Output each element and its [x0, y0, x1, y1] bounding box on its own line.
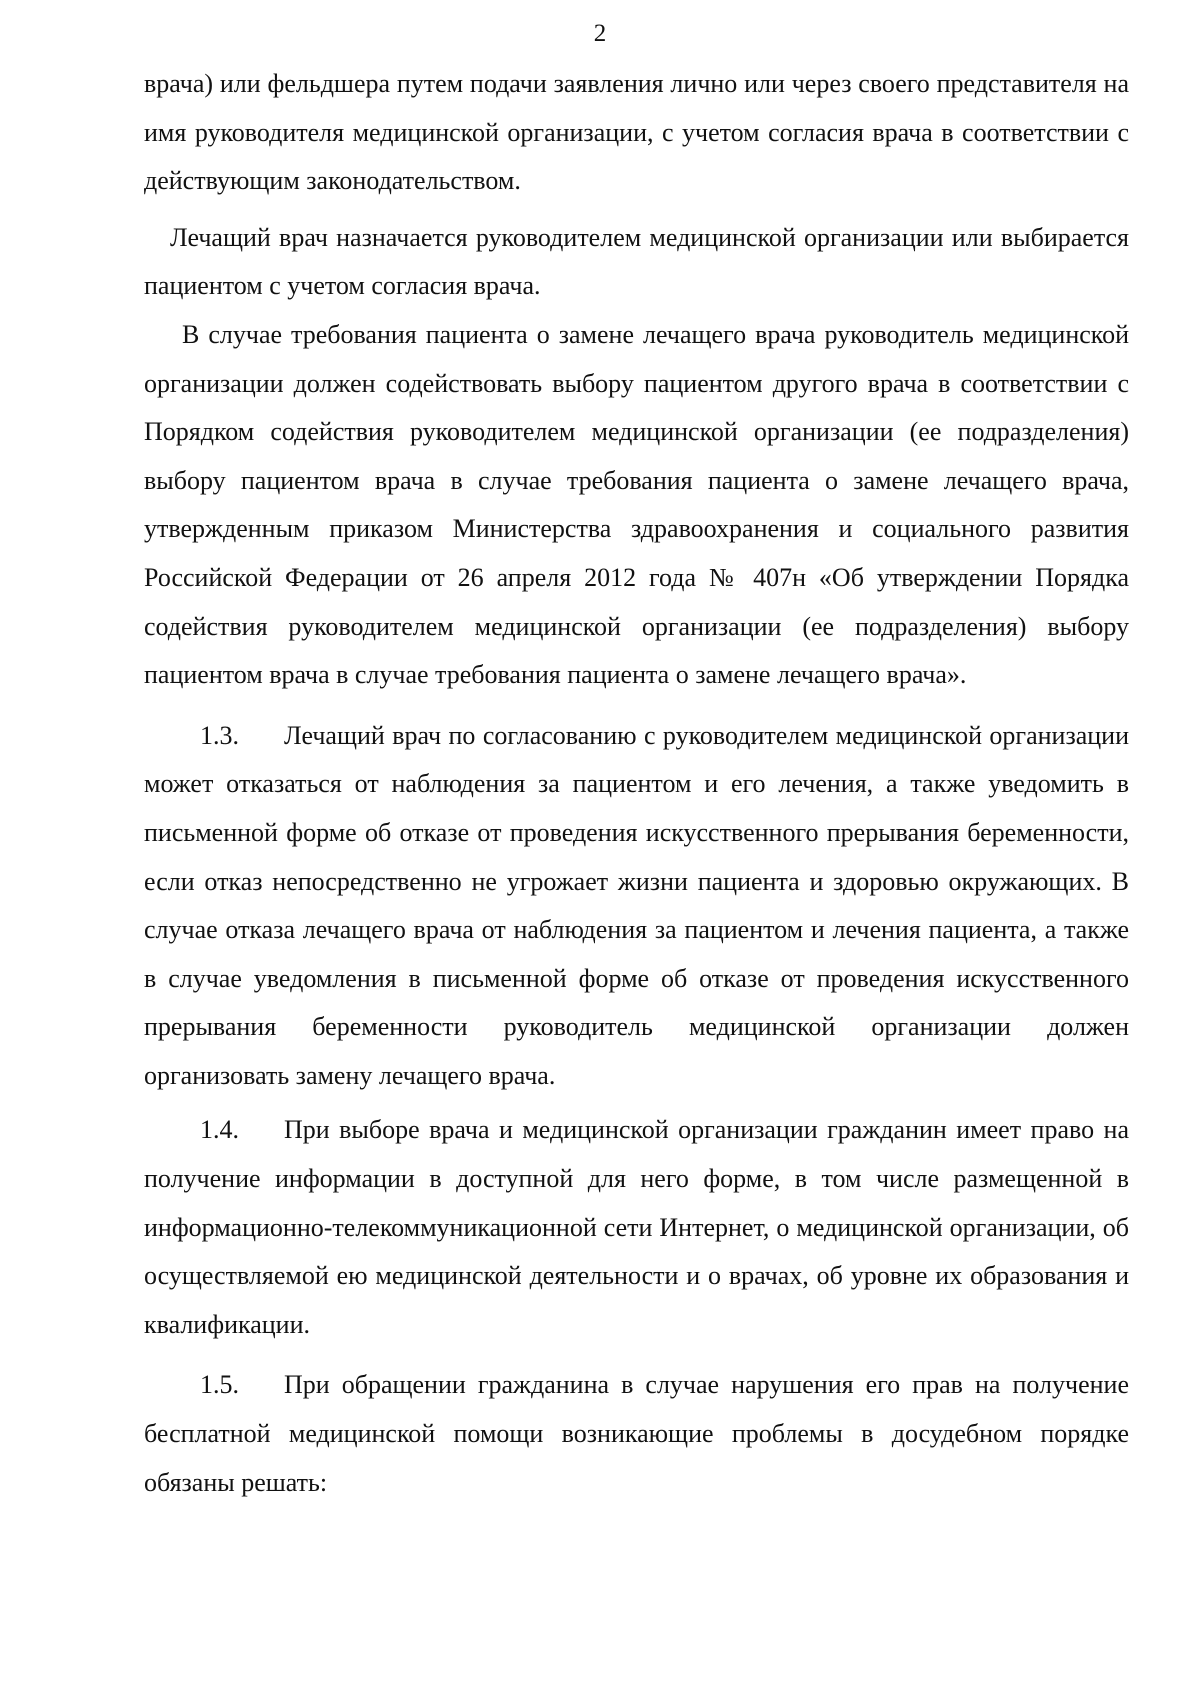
paragraph-number: 1.5. — [200, 1370, 239, 1400]
paragraph-1-3 — [144, 712, 1129, 1101]
paragraph-continuation: врача) или фельдшера путем подачи заявления лично или через своего представителя на имя руководителя медицинской организации, с учетом согласия врача в соответствии с действующим законодательством. — [144, 69, 1129, 196]
paragraph-text: Лечащий врач по согласованию с руководителем медицинской организации может отказаться от наблюдения за пациентом и его лечения, а также уведомить в письменной форме об отказе от проведения искусственного прерывания беременности, если отказ непосредственно не угрожает жизни пациента и здоровью окружающих. В случае отказа лечащего врача от наблюдения за пациентом и лечения пациента, а также в случае уведомления в письменной форме об отказе от проведения искусственного прерывания беременности руководитель медицинской организации должен организовать замену лечащего врача. — [144, 720, 1129, 1090]
paragraph-number: 1.4. — [200, 1115, 239, 1145]
document-body — [144, 60, 1129, 1519]
paragraph-text: При выборе врача и медицинской организации гражданин имеет право на получение информации в доступной для него форме, в том числе размещенной в информационно-телекоммуникационной сети Интернет, о медицинской организации, об осуществляемой ею медицинской деятельности и о врачах, об уровне их образования и квалификации. — [144, 1115, 1129, 1339]
page-number: 2 — [593, 20, 607, 47]
paragraph-text: При обращении гражданина в случае нарушения его прав на получение бесплатной медицинской помощи возникающие проблемы в досудебном порядке обязаны решать: — [144, 1370, 1129, 1497]
paragraph-number: 1.3. — [200, 720, 239, 750]
paragraph-1-4 — [144, 1106, 1129, 1349]
paragraph-1-5 — [144, 1361, 1129, 1507]
paragraph-attending-physician: Лечащий врач назначается руководителем медицинской организации или выбирается пациентом с учетом согласия врача. — [144, 222, 1129, 301]
paragraph-replacement-request: В случае требования пациента о замене лечащего врача руководитель медицинской организации должен содействовать выбору пациентом другого врача в соответствии с Порядком содействия руководителем медицинской организации (ее подразделения) выбору пациентом врача в случае требования пациента о замене лечащего врача, утвержденным приказом Министерства здравоохранения и социального развития Российской Федерации от 26 апреля 2012 года № 407н «Об утверждении Порядка содействия руководителем медицинской организации (ее подразделения) выбору пациентом врача в случае требования пациента о замене лечащего врача». — [144, 319, 1129, 690]
